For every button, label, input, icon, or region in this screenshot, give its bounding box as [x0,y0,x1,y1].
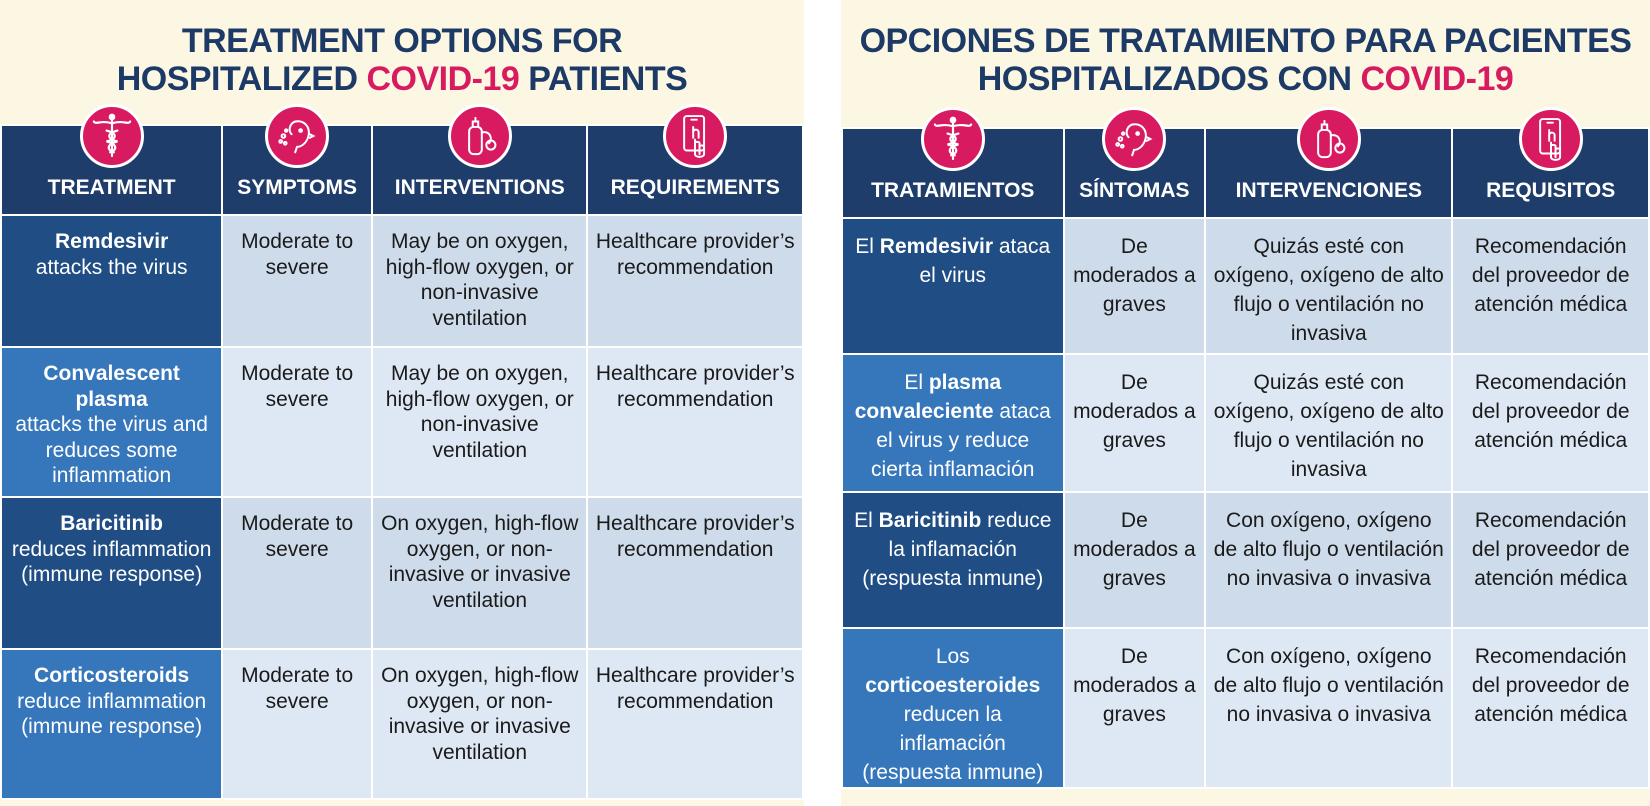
treatment-prefix: El [854,509,879,532]
coughing-person-icon [265,104,329,168]
treatment-desc: reduces inflammation (immune response) [11,537,212,586]
interventions-cell: Con oxígeno, oxígeno de alto flujo o ventilación no invasiva o invasiva [1205,492,1452,628]
interventions-cell: Quizás esté con oxígeno, oxígeno de alto flujo o ventilación no invasiva [1205,218,1452,354]
header-label: REQUISITOS [1486,179,1616,202]
treatment-name: plasma convaleciente [854,371,1002,423]
treatment-cell [842,492,1064,628]
interventions-cell: May be on oxygen, high-flow oxygen, or non-invasive ventilation [372,215,588,347]
symptoms-cell: Moderate to severe [222,649,372,799]
treatment-desc: ataca el virus y reduce cierta inflamación [871,400,1051,481]
treatment-prefix: El [855,235,880,258]
treatment-desc: reduce la inflamación (respuesta inmune) [862,509,1052,590]
caduceus-icon [921,107,985,171]
title-accent: COVID-19 [1360,60,1514,98]
symptoms-cell: De moderados a graves [1064,628,1206,788]
interventions-cell: Quizás esté con oxígeno, oxígeno de alto flujo o ventilación no invasiva [1205,354,1452,492]
symptoms-cell: De moderados a graves [1064,492,1206,628]
treatment-cell [1,497,222,649]
treatment-name: Remdesivir [55,230,169,253]
oxygen-tank-icon [448,104,512,168]
header-treatment [842,128,1064,218]
symptoms-cell: De moderados a graves [1064,218,1206,354]
table-row [1,497,803,649]
header-requirements [1452,128,1649,218]
title-line-2 [841,60,1650,98]
header-label: REQUIREMENTS [610,176,780,199]
title-accent: COVID-19 [366,60,520,98]
interventions-cell: May be on oxygen, high-flow oxygen, or non-invasive ventilation [372,347,588,497]
treatment-name: Corticosteroids [34,664,190,687]
requirements-cell: Healthcare provider’s recommendation [587,649,803,799]
requirements-cell: Recomendación del proveedor de atención médica [1452,492,1649,628]
header-treatment [1,125,222,215]
treatment-prefix: El [904,371,929,394]
treatment-cell [842,218,1064,354]
header-label: TRATAMIENTOS [871,179,1035,202]
treatment-desc: attacks the virus and reduces some inflammation [15,413,208,487]
treatment-name: Baricitinib [60,512,163,535]
header-symptoms [1064,128,1206,218]
table-row [842,354,1649,492]
header-requirements [587,125,803,215]
requirements-cell: Recomendación del proveedor de atención médica [1452,218,1649,354]
treatment-cell [842,354,1064,492]
requirements-cell: Healthcare provider’s recommendation [587,497,803,649]
table-row [842,628,1649,788]
title-line-1: OPCIONES DE TRATAMIENTO PARA PACIENTES [859,22,1632,60]
title-text: HOSPITALIZADOS CON [977,60,1361,98]
title-text: HOSPITALIZED [116,60,367,98]
treatment-name: Baricitinib [878,509,982,532]
treatment-name: Convalescent plasma [43,362,180,411]
treatment-cell [1,215,222,347]
treatment-table [0,124,804,800]
caduceus-icon [80,104,144,168]
symptoms-cell: De moderados a graves [1064,354,1206,492]
header-interventions [372,125,588,215]
symptoms-cell: Moderate to severe [222,347,372,497]
symptoms-cell: Moderate to severe [222,497,372,649]
requirements-cell: Healthcare provider’s recommendation [587,215,803,347]
oxygen-tank-icon [1297,107,1361,171]
header-label: INTERVENCIONES [1235,179,1422,202]
treatment-desc: reduce inflammation (immune response) [17,689,207,738]
requirements-cell: Recomendación del proveedor de atención médica [1452,628,1649,788]
table-row [1,649,803,799]
treatment-desc: ataca el virus [919,235,1051,287]
symptoms-cell: Moderate to severe [222,215,372,347]
treatment-desc: reducen la inflamación (respuesta inmune) [862,703,1044,784]
header-label: TREATMENT [47,176,176,199]
page-title [0,22,804,98]
title-line-1: TREATMENT OPTIONS FOR [181,22,623,60]
header-label: SYMPTOMS [237,176,358,199]
table-row [1,215,803,347]
title-line-2 [0,60,804,98]
interventions-cell: On oxygen, high-flow oxygen, or non-invasive or invasive ventilation [372,497,588,649]
phone-touch-icon [1519,107,1583,171]
table-row [842,218,1649,354]
treatment-cell [1,649,222,799]
title-text: PATIENTS [519,60,688,98]
spanish-panel [841,0,1650,806]
page-title [841,22,1650,98]
header-symptoms [222,125,372,215]
interventions-cell: On oxygen, high-flow oxygen, or non-invasive or invasive ventilation [372,649,588,799]
header-row [842,128,1649,218]
treatment-cell [842,628,1064,788]
requirements-cell: Recomendación del proveedor de atención médica [1452,354,1649,492]
treatment-name: corticoesteroides [865,674,1041,697]
header-row [1,125,803,215]
treatment-desc: attacks the virus [35,255,188,279]
table-row [842,492,1649,628]
treatment-prefix: Los [935,645,970,668]
coughing-person-icon [1102,107,1166,171]
table-row [1,347,803,497]
treatment-name: Remdesivir [879,235,994,258]
interventions-cell: Con oxígeno, oxígeno de alto flujo o ventilación no invasiva o invasiva [1205,628,1452,788]
requirements-cell: Healthcare provider’s recommendation [587,347,803,497]
english-panel [0,0,804,806]
treatment-cell [1,347,222,497]
header-interventions [1205,128,1452,218]
header-label: INTERVENTIONS [394,176,565,199]
header-label: SÍNTOMAS [1079,179,1190,202]
title-band [841,0,1650,124]
treatment-table [841,127,1650,789]
phone-touch-icon [663,104,727,168]
